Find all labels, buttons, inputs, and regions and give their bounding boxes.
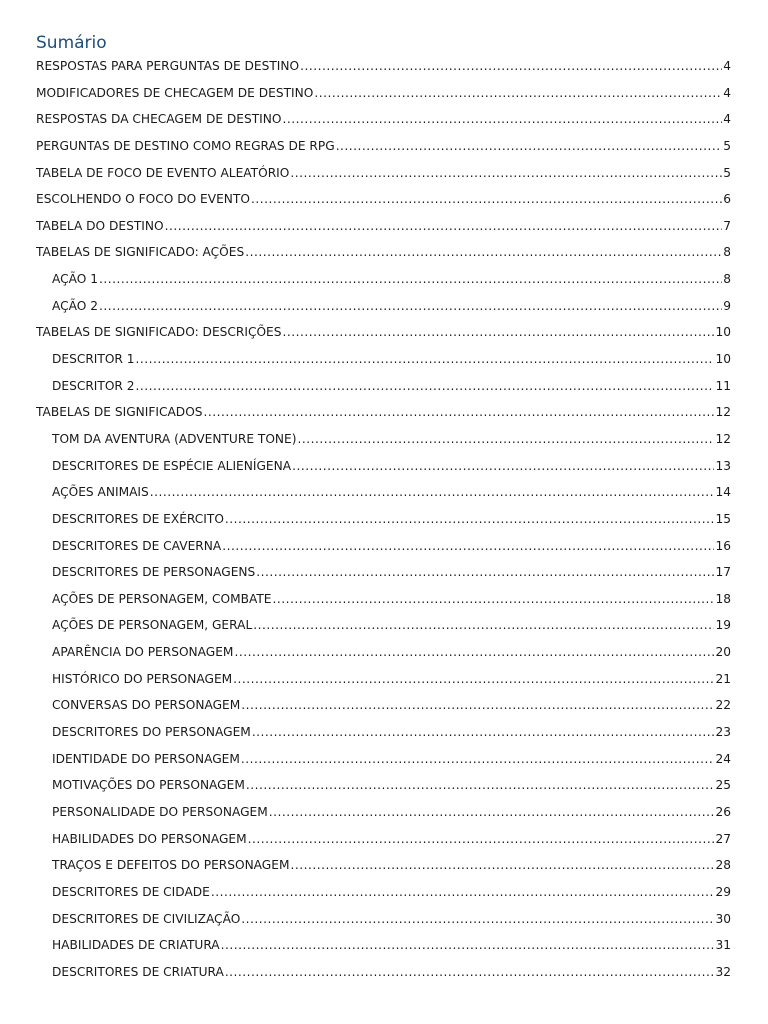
toc-entry[interactable]	[36, 934, 731, 961]
dot-leader	[292, 455, 714, 477]
dot-leader	[273, 588, 715, 610]
toc-entry[interactable]	[36, 82, 731, 109]
toc-entry[interactable]	[36, 321, 731, 348]
toc-entry-title: IDENTIDADE DO PERSONAGEM	[52, 751, 240, 766]
toc-entry-page-number: 19	[715, 618, 731, 633]
toc-entry-page-number: 17	[715, 565, 731, 580]
dot-leader	[245, 241, 722, 263]
dot-leader	[336, 135, 723, 157]
toc-entry[interactable]	[36, 348, 731, 375]
toc-entry-page-number: 13	[715, 458, 731, 473]
toc-entry-title: AÇÕES DE PERSONAGEM, GERAL	[52, 618, 253, 633]
toc-entry[interactable]	[36, 694, 731, 721]
dot-leader	[225, 961, 715, 983]
dot-leader	[241, 694, 714, 716]
toc-entry[interactable]	[36, 641, 731, 668]
dot-leader	[99, 295, 722, 317]
toc-entry-page-number: 12	[715, 431, 731, 446]
toc-entry-page-number: 30	[715, 911, 731, 926]
toc-entry[interactable]	[36, 241, 731, 268]
dot-leader	[165, 215, 723, 237]
toc-entry[interactable]	[36, 961, 731, 988]
toc-entry[interactable]	[36, 668, 731, 695]
toc-entry-page-number: 11	[715, 378, 731, 393]
toc-entry-page-number: 6	[723, 192, 731, 207]
toc-entry-page-number: 10	[715, 325, 731, 340]
toc-entry-page-number: 23	[715, 725, 731, 740]
toc-entry-page-number: 22	[715, 698, 731, 713]
toc-entry-title: DESCRITORES DE EXÉRCITO	[52, 511, 224, 526]
toc-entry-page-number: 10	[715, 352, 731, 367]
dot-leader	[225, 508, 715, 530]
toc-entry-title: TABELAS DE SIGNIFICADO: AÇÕES	[36, 245, 245, 260]
dot-leader	[314, 82, 722, 104]
dot-leader	[282, 108, 722, 130]
toc-entry-title: PERSONALIDADE DO PERSONAGEM	[52, 804, 268, 819]
toc-entry-page-number: 9	[723, 298, 731, 313]
dot-leader	[298, 428, 715, 450]
toc-entry-title: AÇÃO 1	[52, 272, 98, 287]
toc-entry[interactable]	[36, 428, 731, 455]
toc-entry-page-number: 24	[715, 751, 731, 766]
toc-entry[interactable]	[36, 561, 731, 588]
toc-entry-title: APARÊNCIA DO PERSONAGEM	[52, 645, 234, 660]
toc-entry-title: RESPOSTAS DA CHECAGEM DE DESTINO	[36, 112, 282, 127]
toc-entry-page-number: 12	[715, 405, 731, 420]
toc-list	[36, 55, 731, 987]
toc-entry-title: DESCRITORES DE PERSONAGENS	[52, 565, 256, 580]
toc-entry-page-number: 8	[723, 272, 731, 287]
toc-entry-title: DESCRITORES DE CIVILIZAÇÃO	[52, 911, 241, 926]
dot-leader	[290, 162, 722, 184]
toc-entry[interactable]	[36, 508, 731, 535]
dot-leader	[221, 934, 715, 956]
dot-leader	[204, 401, 715, 423]
toc-heading: Sumário	[36, 33, 107, 53]
toc-entry[interactable]	[36, 481, 731, 508]
toc-entry-title: DESCRITORES DE ESPÉCIE ALIENÍGENA	[52, 458, 292, 473]
toc-entry-page-number: 7	[723, 218, 731, 233]
toc-entry-title: TABELA DE FOCO DE EVENTO ALEATÓRIO	[36, 165, 290, 180]
toc-entry-page-number: 28	[715, 858, 731, 873]
toc-entry-title: ESCOLHENDO O FOCO DO EVENTO	[36, 192, 250, 207]
toc-entry[interactable]	[36, 162, 731, 189]
toc-entry[interactable]	[36, 588, 731, 615]
dot-leader	[150, 481, 715, 503]
dot-leader	[246, 774, 715, 796]
dot-leader	[211, 881, 715, 903]
toc-entry-page-number: 5	[723, 138, 731, 153]
toc-entry-page-number: 4	[723, 112, 731, 127]
toc-entry-title: AÇÕES ANIMAIS	[52, 485, 149, 500]
toc-entry-page-number: 4	[723, 59, 731, 73]
toc-entry[interactable]	[36, 401, 731, 428]
toc-entry-page-number: 26	[715, 804, 731, 819]
toc-entry-title: MODIFICADORES DE CHECAGEM DE DESTINO	[36, 85, 314, 100]
toc-entry-title: DESCRITORES DE CAVERNA	[52, 538, 222, 553]
toc-entry[interactable]	[36, 188, 731, 215]
dot-leader	[241, 908, 714, 930]
toc-entry[interactable]	[36, 828, 731, 855]
toc-entry-page-number: 21	[715, 671, 731, 686]
toc-entry-page-number: 14	[715, 485, 731, 500]
toc-entry[interactable]	[36, 535, 731, 562]
toc-entry-page-number: 16	[715, 538, 731, 553]
dot-leader	[256, 561, 714, 583]
toc-entry-page-number: 27	[715, 831, 731, 846]
toc-entry-title: HABILIDADES DE CRIATURA	[52, 938, 220, 953]
toc-entry-title: AÇÃO 2	[52, 298, 98, 313]
toc-entry[interactable]	[36, 908, 731, 935]
toc-entry-page-number: 4	[723, 85, 731, 100]
toc-entry-title: AÇÕES DE PERSONAGEM, COMBATE	[52, 591, 272, 606]
toc-entry-page-number: 5	[723, 165, 731, 180]
toc-entry-title: HISTÓRICO DO PERSONAGEM	[52, 671, 233, 686]
dot-leader	[136, 375, 715, 397]
dot-leader	[241, 748, 715, 770]
toc-entry-title: MOTIVAÇÕES DO PERSONAGEM	[52, 778, 245, 793]
toc-entry[interactable]	[36, 801, 731, 828]
toc-entry[interactable]	[36, 455, 731, 482]
dot-leader	[222, 535, 714, 557]
dot-leader	[269, 801, 715, 823]
dot-leader	[283, 321, 715, 343]
toc-entry[interactable]	[36, 375, 731, 402]
toc-entry[interactable]	[36, 135, 731, 162]
toc-entry[interactable]	[36, 614, 731, 641]
toc-entry-title: HABILIDADES DO PERSONAGEM	[52, 831, 247, 846]
toc-entry-title: DESCRITOR 2	[52, 378, 135, 393]
toc-entry[interactable]	[36, 108, 731, 135]
toc-entry-title: DESCRITOR 1	[52, 352, 135, 367]
toc-entry[interactable]	[36, 854, 731, 881]
toc-entry-page-number: 8	[723, 245, 731, 260]
toc-entry-page-number: 32	[715, 964, 731, 979]
toc-entry[interactable]	[36, 881, 731, 908]
toc-entry[interactable]	[36, 748, 731, 775]
toc-entry[interactable]	[36, 55, 731, 82]
toc-entry[interactable]	[36, 268, 731, 295]
toc-entry-title: TOM DA AVENTURA (ADVENTURE TONE)	[52, 431, 297, 446]
dot-leader	[233, 668, 714, 690]
toc-entry-page-number: 29	[715, 884, 731, 899]
toc-entry-page-number: 18	[715, 591, 731, 606]
toc-entry[interactable]	[36, 295, 731, 322]
toc-entry-title: CONVERSAS DO PERSONAGEM	[52, 698, 241, 713]
dot-leader	[252, 721, 715, 743]
toc-entry-page-number: 15	[715, 511, 731, 526]
dot-leader	[290, 854, 714, 876]
toc-entry-title: DESCRITORES DE CRIATURA	[52, 964, 224, 979]
toc-entry[interactable]	[36, 721, 731, 748]
dot-leader	[248, 828, 715, 850]
toc-entry[interactable]	[36, 215, 731, 242]
toc-entry[interactable]	[36, 774, 731, 801]
dot-leader	[251, 188, 722, 210]
toc-entry-title: DESCRITORES DE CIDADE	[52, 884, 210, 899]
dot-leader	[234, 641, 714, 663]
dot-leader	[136, 348, 715, 370]
toc-entry-title: TABELAS DE SIGNIFICADO: DESCRIÇÕES	[36, 325, 282, 340]
toc-entry-page-number: 31	[715, 938, 731, 953]
toc-entry-title: TABELA DO DESTINO	[36, 218, 164, 233]
dot-leader	[253, 614, 714, 636]
toc-entry-title: TABELAS DE SIGNIFICADOS	[36, 405, 203, 420]
dot-leader	[300, 55, 722, 77]
dot-leader	[99, 268, 722, 290]
toc-entry-title: DESCRITORES DO PERSONAGEM	[52, 725, 251, 740]
toc-entry-title: TRAÇOS E DEFEITOS DO PERSONAGEM	[52, 858, 290, 873]
toc-entry-title: PERGUNTAS DE DESTINO COMO REGRAS DE RPG	[36, 138, 335, 153]
toc-entry-page-number: 25	[715, 778, 731, 793]
toc-entry-title: RESPOSTAS PARA PERGUNTAS DE DESTINO	[36, 59, 300, 73]
toc-entry-page-number: 20	[715, 645, 731, 660]
